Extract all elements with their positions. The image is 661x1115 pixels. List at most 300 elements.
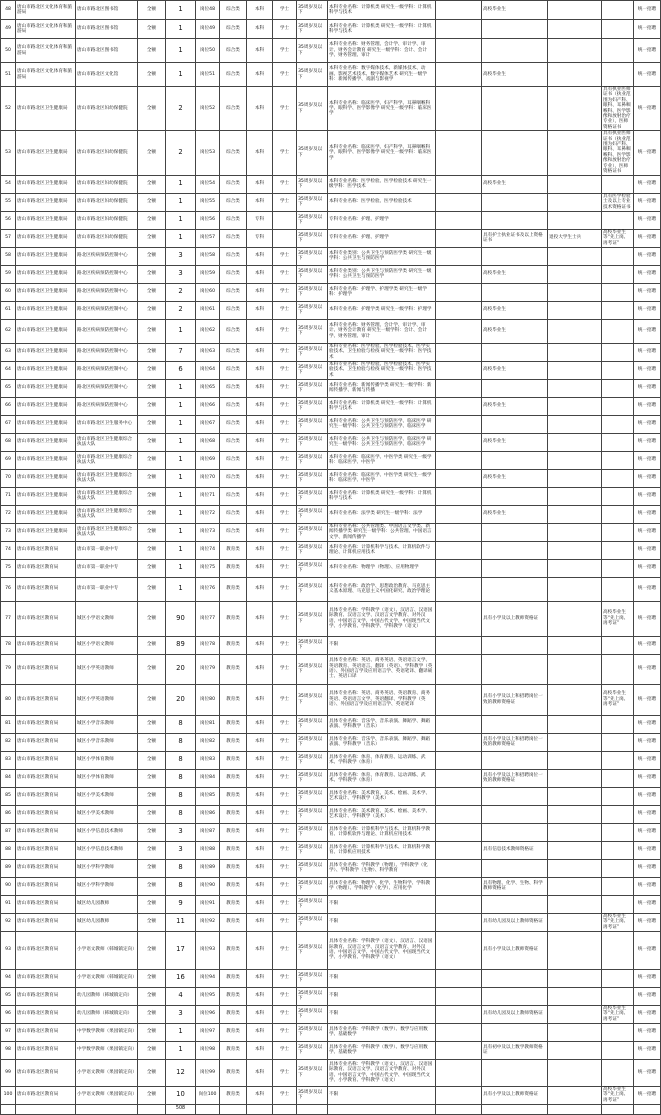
recruit-mode-cell: 统一招聘 [634,805,661,823]
recruit-mode-cell: 统一招聘 [634,229,661,247]
remarks-cell [548,415,602,433]
recruit-mode-cell: 统一招聘 [634,715,661,733]
major-requirement-cell: 具体专业名称：学科教学（物理）、学科教学（化学）、学科教学（生物）、科学教育 [328,859,436,877]
other-requirement-cell: 具有物理、化学、生物、科学教师资格证 [482,877,548,895]
remarks-cell [548,1059,602,1086]
table-row [1,577,661,601]
position-count-cell: 1 [166,1,196,20]
remarks-cell [548,1005,602,1023]
department-cell: 唐山市路北区卫生健康局 [16,265,76,283]
funding-type-cell: 全额 [138,913,166,931]
position-code-cell: 岗位64 [196,361,220,379]
age-limit-cell: 35周岁及以下 [297,859,328,877]
employer-unit-cell: 唐山市路北区文化馆 [76,63,138,87]
exam-note-cell: 具有执业医师证书（执业范围为妇产科、眼科、耳鼻咽喉科、医学影像和放射治疗专业），医师资格证书 [602,87,634,131]
exam-note-cell [602,769,634,787]
education-cell: 本科 [247,247,273,265]
degree-cell: 学士 [273,841,297,859]
recruit-range-cell [436,265,482,283]
education-cell: 本科 [247,636,273,654]
row-number: 87 [1,823,16,841]
major-requirement-cell: 具体专业名称：英语、商务英语、英语语言文学、英语教育、英语语言、翻译（英语）、学科教学（英语）、外国语言学及应用语言学、英语笔译、翻译硕士、英语口译 [328,654,436,684]
funding-type-cell: 全额 [138,859,166,877]
recruit-mode-cell: 统一招聘 [634,63,661,87]
position-count-cell: 3 [166,841,196,859]
department-cell: 唐山市路北区教育局 [16,931,76,969]
employer-unit-cell: 城区小学英语教师 [76,684,138,715]
age-limit-cell: 35周岁及以下 [297,601,328,636]
recruit-range-cell [436,301,482,319]
education-cell: 本科 [247,987,273,1005]
exam-note-cell: 高校毕业生等“先上岗、再考证” [602,229,634,247]
exam-note-cell: 高校毕业生等“先上岗、再考证” [602,1005,634,1023]
degree-cell: 学士 [273,769,297,787]
remarks-cell [548,63,602,87]
row-number: 70 [1,469,16,487]
empty-cell [247,1104,273,1114]
employer-unit-cell: 唐山市路北区卫生健康综合执法大队 [76,505,138,523]
other-requirement-cell: 高校毕业生 [482,361,548,379]
employer-unit-cell: 城区小学美术教师 [76,787,138,805]
exam-note-cell [602,1023,634,1041]
recruit-mode-cell: 统一招聘 [634,636,661,654]
table-row [1,361,661,379]
age-limit-cell: 35周岁及以下 [297,211,328,229]
exam-note-cell: 高校毕业生等“先上岗、再考证” [602,601,634,636]
employer-unit-cell: 幼儿园教师（韩城镇定向） [76,1005,138,1023]
employer-unit-cell: 唐山市路北区妇幼保健院 [76,229,138,247]
recruit-range-cell [436,283,482,301]
degree-cell: 学士 [273,987,297,1005]
row-number: 50 [1,39,16,63]
department-cell: 唐山市路北区卫生健康局 [16,433,76,451]
degree-cell: 学士 [273,913,297,931]
row-number: 96 [1,1005,16,1023]
age-limit-cell: 35周岁及以下 [297,931,328,969]
category-cell: 综合类 [220,379,247,397]
row-number: 79 [1,654,16,684]
position-count-cell: 8 [166,751,196,769]
remarks-cell [548,769,602,787]
table-row [1,229,661,247]
employer-unit-cell: 唐山市路北区卫生健康综合执法大队 [76,469,138,487]
employer-unit-cell: 小学语文教师（果园镇定向） [76,1086,138,1104]
position-count-cell: 6 [166,361,196,379]
recruit-range-cell [436,654,482,684]
remarks-cell [548,20,602,39]
education-cell: 专科 [247,229,273,247]
other-requirement-cell [482,654,548,684]
row-number: 56 [1,211,16,229]
position-count-cell: 1 [166,319,196,343]
position-count-cell: 1 [166,397,196,415]
major-requirement-cell: 本科专业名称：公共卫生与预防医学、临床医学 研究生一级学科：公共卫生与预防医学、临床医学 [328,433,436,451]
funding-type-cell: 全额 [138,451,166,469]
position-count-cell: 1 [166,193,196,211]
category-cell: 教育类 [220,1059,247,1086]
position-code-cell: 岗位93 [196,931,220,969]
age-limit-cell: 35周岁及以下 [297,523,328,541]
position-count-cell: 1 [166,1041,196,1059]
table-row [1,175,661,193]
education-cell: 本科 [247,1041,273,1059]
recruit-range-cell [436,841,482,859]
other-requirement-cell [482,823,548,841]
recruit-mode-cell: 统一招聘 [634,751,661,769]
exam-note-cell [602,451,634,469]
position-code-cell: 岗位100 [196,1086,220,1104]
position-code-cell: 岗位69 [196,451,220,469]
degree-cell: 学士 [273,823,297,841]
recruit-range-cell [436,451,482,469]
recruit-range-cell [436,1023,482,1041]
education-cell: 本科 [247,451,273,469]
category-cell: 综合类 [220,283,247,301]
degree-cell: 学士 [273,1041,297,1059]
employer-unit-cell: 城区小学语文教师 [76,601,138,636]
category-cell: 教育类 [220,1086,247,1104]
age-limit-cell: 35周岁及以下 [297,805,328,823]
recruit-mode-cell: 统一招聘 [634,319,661,343]
funding-type-cell: 全额 [138,469,166,487]
exam-note-cell: 高校毕业生等“先上岗、再考证” [602,684,634,715]
remarks-cell [548,1,602,20]
position-code-cell: 岗位76 [196,577,220,601]
department-cell: 唐山市路北区卫生健康局 [16,451,76,469]
recruit-mode-cell: 统一招聘 [634,415,661,433]
education-cell: 本科 [247,415,273,433]
remarks-cell [548,895,602,913]
funding-type-cell: 全额 [138,39,166,63]
department-cell: 唐山市路北区卫生健康局 [16,247,76,265]
table-row [1,684,661,715]
employer-unit-cell: 唐山市路北区妇幼保健院 [76,175,138,193]
major-requirement-cell: 具体专业名称：计算机科学与技术、计算机科学教育、计算机软件与理论、计算机应用技术 [328,823,436,841]
position-code-cell: 岗位92 [196,913,220,931]
recruit-mode-cell: 统一招聘 [634,451,661,469]
major-requirement-cell: 具体专业名称：美术教育、美术、绘画、美术学、艺术设计、学科教学（美术） [328,787,436,805]
degree-cell: 学士 [273,969,297,987]
table-row [1,265,661,283]
education-cell: 本科 [247,433,273,451]
position-count-cell: 16 [166,969,196,987]
row-number: 89 [1,859,16,877]
funding-type-cell: 全额 [138,769,166,787]
major-requirement-cell: 本科专业名称：数字媒体技术、新媒体技术、动画、影视艺术技术、数字媒体艺术 研究生一级学科：新闻传播学、戏剧与影视学 [328,63,436,87]
department-cell: 唐山市路北区卫生健康局 [16,283,76,301]
position-code-cell: 岗位66 [196,397,220,415]
funding-type-cell: 全额 [138,987,166,1005]
education-cell: 本科 [247,559,273,577]
position-count-cell: 1 [166,487,196,505]
empty-cell [16,1104,76,1114]
category-cell: 教育类 [220,1041,247,1059]
funding-type-cell: 全额 [138,397,166,415]
recruit-mode-cell: 统一招聘 [634,1,661,20]
funding-type-cell: 全额 [138,265,166,283]
recruit-range-cell [436,193,482,211]
age-limit-cell: 35周岁及以下 [297,39,328,63]
position-count-cell: 8 [166,733,196,751]
row-number: 57 [1,229,16,247]
remarks-cell [548,715,602,733]
age-limit-cell: 35周岁及以下 [297,283,328,301]
exam-note-cell [602,505,634,523]
row-number: 55 [1,193,16,211]
degree-cell: 学士 [273,505,297,523]
table-row [1,895,661,913]
recruit-mode-cell: 统一招聘 [634,379,661,397]
remarks-cell [548,1086,602,1104]
row-number: 59 [1,265,16,283]
department-cell: 唐山市路北区教育局 [16,823,76,841]
funding-type-cell: 全额 [138,636,166,654]
major-requirement-cell: 具体专业名称：英语、商务英语、英语教育、商务英语、英语语言文学、英语翻译、学科教学（英语）、外国语言学及应用语言学、英语笔译 [328,684,436,715]
recruit-mode-cell: 统一招聘 [634,505,661,523]
remarks-cell [548,361,602,379]
employer-unit-cell: 唐山市路北区图书馆 [76,39,138,63]
other-requirement-cell [482,559,548,577]
recruit-mode-cell: 统一招聘 [634,1059,661,1086]
category-cell: 教育类 [220,969,247,987]
major-requirement-cell: 不限 [328,913,436,931]
table-row [1,469,661,487]
remarks-cell [548,451,602,469]
education-cell: 本科 [247,895,273,913]
empty-cell [138,1104,166,1114]
table-row [1,1059,661,1086]
employer-unit-cell: 城区小学体育教师 [76,769,138,787]
remarks-cell [548,931,602,969]
table-row [1,87,661,131]
category-cell: 教育类 [220,841,247,859]
table-row [1,20,661,39]
empty-cell [196,1104,220,1114]
department-cell: 唐山市路北区教育局 [16,913,76,931]
category-cell: 教育类 [220,823,247,841]
remarks-cell: 退役大学生士兵 [548,229,602,247]
recruit-mode-cell: 统一招聘 [634,559,661,577]
remarks-cell [548,247,602,265]
exam-note-cell [602,733,634,751]
exam-note-cell: 具有执业医师证书（执业范围为妇产科、眼科、耳鼻咽喉科、医学影像和放射治疗专业），医师资格证书 [602,131,634,175]
table-row [1,433,661,451]
table-row [1,1023,661,1041]
position-code-cell: 岗位86 [196,805,220,823]
table-body [1,1,661,1115]
other-requirement-cell [482,20,548,39]
funding-type-cell: 全额 [138,654,166,684]
table-row [1,415,661,433]
department-cell: 唐山市路北区教育局 [16,577,76,601]
category-cell: 综合类 [220,20,247,39]
major-requirement-cell: 本科专业名称：公共卫生与预防医学、临床医学 研究生一级学科：公共卫生与预防医学、临床医学 [328,415,436,433]
degree-cell: 学士 [273,397,297,415]
table-row [1,859,661,877]
department-cell: 唐山市路北区教育局 [16,787,76,805]
funding-type-cell: 全额 [138,733,166,751]
degree-cell: 学士 [273,559,297,577]
row-number: 65 [1,379,16,397]
education-cell: 本科 [247,654,273,684]
exam-note-cell [602,787,634,805]
row-number: 67 [1,415,16,433]
table-row [1,211,661,229]
empty-cell [634,1104,661,1114]
row-number: 91 [1,895,16,913]
other-requirement-cell [482,283,548,301]
row-number: 76 [1,577,16,601]
position-code-cell: 岗位51 [196,63,220,87]
table-row [1,39,661,63]
age-limit-cell: 35周岁及以下 [297,433,328,451]
category-cell: 教育类 [220,559,247,577]
row-number: 100 [1,1086,16,1104]
remarks-cell [548,969,602,987]
education-cell: 本科 [247,63,273,87]
education-cell: 本科 [247,301,273,319]
degree-cell: 学士 [273,877,297,895]
department-cell: 唐山市路北区教育局 [16,684,76,715]
empty-cell [548,1104,602,1114]
row-number: 74 [1,541,16,559]
major-requirement-cell: 本科专业名称：计算机科学与技术、计算机软件与理论、计算机应用技术 [328,541,436,559]
major-requirement-cell: 本科专业名称：计算机类 研究生一级学科：计算机科学与技术 [328,397,436,415]
age-limit-cell: 35周岁及以下 [297,823,328,841]
other-requirement-cell [482,379,548,397]
other-requirement-cell [482,577,548,601]
category-cell: 综合类 [220,39,247,63]
major-requirement-cell: 本科专业名称：临床医学、中医学类 研究生一级学科：临床医学、中医学 [328,469,436,487]
employer-unit-cell: 城区小学科学教师 [76,877,138,895]
funding-type-cell: 全额 [138,559,166,577]
employer-unit-cell: 城区小学科学教师 [76,859,138,877]
degree-cell: 学士 [273,931,297,969]
employer-unit-cell: 小学语文教师（韩城镇定向） [76,931,138,969]
recruit-range-cell [436,361,482,379]
table-row [1,823,661,841]
recruit-mode-cell: 统一招聘 [634,895,661,913]
row-number: 92 [1,913,16,931]
position-code-cell: 岗位81 [196,715,220,733]
category-cell: 教育类 [220,987,247,1005]
degree-cell: 学士 [273,1,297,20]
education-cell: 本科 [247,1005,273,1023]
recruit-range-cell [436,931,482,969]
education-cell: 本科 [247,1086,273,1104]
position-code-cell: 岗位73 [196,523,220,541]
degree-cell: 学士 [273,265,297,283]
funding-type-cell: 全额 [138,505,166,523]
education-cell: 本科 [247,913,273,931]
recruit-mode-cell: 统一招聘 [634,39,661,63]
degree-cell: 学士 [273,247,297,265]
exam-note-cell: 高校毕业生等“先上岗、再考证” [602,1086,634,1104]
degree-cell: 学士 [273,859,297,877]
remarks-cell [548,577,602,601]
category-cell: 综合类 [220,451,247,469]
row-number: 94 [1,969,16,987]
funding-type-cell: 全额 [138,1005,166,1023]
age-limit-cell: 35周岁及以下 [297,397,328,415]
row-number: 77 [1,601,16,636]
exam-note-cell [602,987,634,1005]
major-requirement-cell: 不限 [328,1086,436,1104]
degree-cell: 学士 [273,601,297,636]
major-requirement-cell: 不限 [328,895,436,913]
major-requirement-cell: 专科专业名称：护理、护理学 [328,229,436,247]
funding-type-cell: 全额 [138,931,166,969]
position-code-cell: 岗位78 [196,636,220,654]
position-code-cell: 岗位70 [196,469,220,487]
major-requirement-cell: 具体专业名称：体育、体育教育、运动训练、武术、学科教学（体育） [328,769,436,787]
recruit-range-cell [436,343,482,361]
major-requirement-cell: 专科专业名称：护理、护理学 [328,211,436,229]
degree-cell: 学士 [273,433,297,451]
recruit-mode-cell: 统一招聘 [634,733,661,751]
recruit-range-cell [436,433,482,451]
major-requirement-cell: 具体专业名称：音乐学、音乐表演、舞蹈学、舞蹈表演、学科教学（音乐） [328,733,436,751]
employer-unit-cell: 唐山市第一职业中专 [76,559,138,577]
degree-cell: 学士 [273,541,297,559]
major-requirement-cell: 不限 [328,987,436,1005]
exam-note-cell [602,1059,634,1086]
empty-cell [482,1104,548,1114]
major-requirement-cell: 本科专业名称：财务管理、会计学、审计学、审计、财务会计教育 研究生一级学科：会计、会计学、财务管理、审计 [328,319,436,343]
exam-note-cell [602,469,634,487]
recruit-mode-cell: 统一招聘 [634,913,661,931]
table-row [1,1005,661,1023]
row-number: 97 [1,1023,16,1041]
exam-note-cell [602,301,634,319]
employer-unit-cell: 幼儿园教师（韩城镇定向） [76,987,138,1005]
department-cell: 唐山市路北区教育局 [16,715,76,733]
department-cell: 唐山市路北区文化体育和旅游局 [16,20,76,39]
major-requirement-cell: 本科专业名称：临床医学、妇产科学、耳鼻咽喉科学、眼科学、医学影像学 研究生一级学科：临床医学 [328,87,436,131]
recruit-mode-cell: 统一招聘 [634,859,661,877]
row-number: 83 [1,751,16,769]
major-requirement-cell: 具体专业名称：美术教育、美术、绘画、美术学、艺术设计、学科教学（美术） [328,805,436,823]
education-cell: 本科 [247,769,273,787]
education-cell: 本科 [247,523,273,541]
degree-cell [273,229,297,247]
major-requirement-cell: 不限 [328,969,436,987]
position-code-cell: 岗位55 [196,193,220,211]
position-count-cell: 1 [166,175,196,193]
major-requirement-cell: 本科专业名称：法学类 研究生一级学科：法学 [328,505,436,523]
exam-note-cell [602,931,634,969]
education-cell: 本科 [247,601,273,636]
exam-note-cell [602,433,634,451]
funding-type-cell: 全额 [138,247,166,265]
department-cell: 唐山市路北区卫生健康局 [16,469,76,487]
remarks-cell [548,823,602,841]
table-row [1,247,661,265]
other-requirement-cell: 高校毕业生 [482,319,548,343]
major-requirement-cell: 本科专业名称：计算机类 研究生一级学科：计算机科学与技术 [328,20,436,39]
position-code-cell: 岗位90 [196,877,220,895]
row-number: 98 [1,1041,16,1059]
position-code-cell: 岗位99 [196,1059,220,1086]
department-cell: 唐山市路北区卫生健康局 [16,415,76,433]
funding-type-cell: 全额 [138,211,166,229]
remarks-cell [548,805,602,823]
funding-type-cell: 全额 [138,361,166,379]
remarks-cell [548,397,602,415]
employer-unit-cell: 城区小学音乐教师 [76,733,138,751]
age-limit-cell: 35周岁及以下 [297,787,328,805]
degree-cell: 学士 [273,577,297,601]
